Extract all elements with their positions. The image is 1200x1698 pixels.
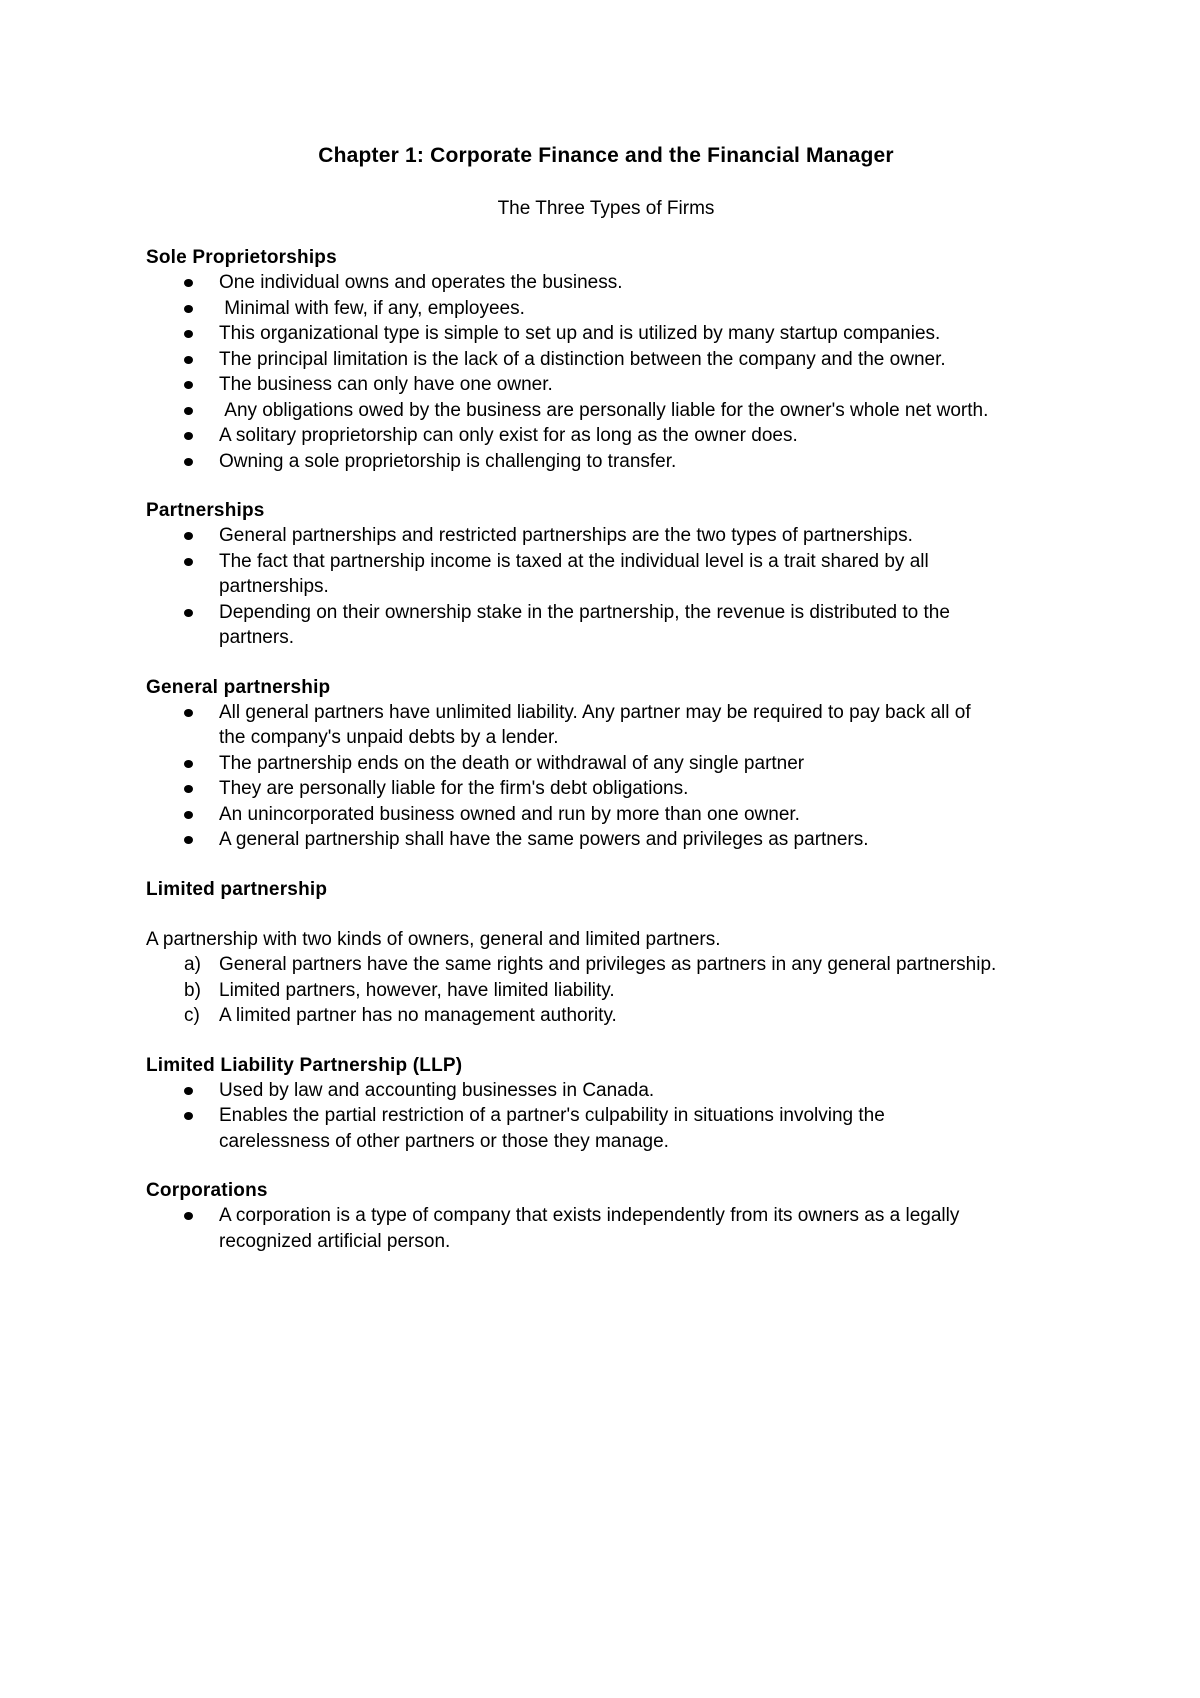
list-item-text: The principal limitation is the lack of a distinction between the company and the owner. [219, 348, 946, 370]
limited-partnership-intro: A partnership with two kinds of owners, general and limited partners. [146, 928, 721, 950]
list-item-text: Any obligations owed by the business are personally liable for the owner's whole net worth. [219, 399, 989, 421]
bullet-icon [184, 305, 193, 313]
bullet-icon [184, 381, 193, 389]
bullet-icon [184, 558, 193, 566]
bullet-icon [184, 532, 193, 540]
list-item-text: An unincorporated business owned and run by more than one owner. [219, 803, 800, 825]
bullet-icon [184, 356, 193, 364]
document-body [146, 143, 1066, 1254]
list-item [146, 1078, 999, 1104]
list-item-text: All general partners have unlimited liability. Any partner may be required to pay back all of the company's unpaid debts by a lender. [219, 701, 971, 748]
limited-partnership-list [146, 952, 1066, 1029]
list-item-text: One individual owns and operates the business. [219, 272, 623, 293]
list-item [146, 296, 999, 322]
bullet-icon [184, 1087, 193, 1095]
list-item-text: The fact that partnership income is taxed at the individual level is a trait shared by all partnerships. [219, 550, 929, 597]
section-heading-general-partnership: General partnership [146, 676, 331, 698]
list-item-text: General partnerships and restricted partnerships are the two types of partnerships. [219, 525, 913, 546]
bullet-icon [184, 279, 193, 287]
list-item-text: A solitary proprietorship can only exist for as long as the owner does. [219, 425, 798, 446]
list-item [146, 700, 999, 751]
section-heading-llp: Limited Liability Partnership (LLP) [146, 1054, 463, 1076]
corporations-list [146, 1203, 1066, 1254]
document-title: Chapter 1: Corporate Finance and the Financial Manager [318, 144, 894, 167]
list-item [146, 423, 999, 449]
list-item-text: This organizational type is simple to set up and is utilized by many startup companies. [219, 323, 941, 344]
list-item [146, 1203, 999, 1254]
list-item [146, 372, 999, 398]
bullet-icon [184, 609, 193, 617]
list-item-text: A general partnership shall have the same powers and privileges as partners. [219, 829, 869, 850]
list-marker: b) [184, 979, 201, 1001]
list-item-text: A corporation is a type of company that exists independently from its owners as a legally recognized artificial person. [219, 1205, 960, 1252]
section-heading-sole-proprietorships: Sole Proprietorships [146, 247, 337, 268]
list-item-text: General partners have the same rights and privileges as partners in any general partnership. [219, 954, 997, 975]
section-heading-partnerships: Partnerships [146, 500, 265, 521]
list-item-text: Minimal with few, if any, employees. [219, 297, 525, 319]
bullet-icon [184, 836, 193, 844]
list-item-text: Owning a sole proprietorship is challenging to transfer. [219, 450, 677, 472]
list-item-text: Used by law and accounting businesses in Canada. [219, 1079, 655, 1101]
list-item-text: Depending on their ownership stake in the partnership, the revenue is distributed to the partners. [219, 601, 950, 648]
section-heading-limited-partnership: Limited partnership [146, 878, 328, 900]
bullet-icon [184, 330, 193, 338]
list-item [146, 398, 999, 424]
list-marker: c) [184, 1005, 200, 1026]
list-item [146, 827, 999, 853]
list-item [146, 270, 999, 296]
sole-proprietorships-list [146, 270, 1066, 474]
list-item [146, 449, 999, 475]
bullet-icon [184, 458, 193, 466]
list-item [146, 978, 999, 1004]
bullet-icon [184, 1212, 193, 1220]
list-marker: a) [184, 954, 201, 975]
list-item [146, 347, 999, 373]
list-item [146, 751, 999, 777]
list-item [146, 1103, 999, 1154]
bullet-icon [184, 709, 193, 717]
list-item-text: The business can only have one owner. [219, 374, 553, 395]
llp-list [146, 1078, 1066, 1155]
list-item [146, 523, 999, 549]
list-item [146, 952, 999, 978]
general-partnership-list [146, 700, 1066, 853]
document-subtitle: The Three Types of Firms [497, 198, 715, 219]
list-item [146, 321, 999, 347]
list-item-text: The partnership ends on the death or withdrawal of any single partner [219, 752, 805, 774]
partnerships-list [146, 523, 1066, 651]
list-item-text: They are personally liable for the firm's debt obligations. [219, 778, 689, 799]
section-heading-corporations: Corporations [146, 1180, 268, 1201]
bullet-icon [184, 407, 193, 415]
list-item [146, 549, 999, 600]
list-item [146, 802, 999, 828]
list-item-text: A limited partner has no management authority. [219, 1005, 617, 1026]
list-item [146, 600, 999, 651]
list-item [146, 1003, 999, 1029]
list-item-text: Limited partners, however, have limited liability. [219, 979, 615, 1001]
list-item-text: Enables the partial restriction of a partner's culpability in situations involving the carelessness of other partners or those they manage. [219, 1105, 885, 1152]
bullet-icon [184, 760, 193, 768]
bullet-icon [184, 811, 193, 819]
list-item [146, 776, 999, 802]
bullet-icon [184, 785, 193, 793]
bullet-icon [184, 1112, 193, 1120]
bullet-icon [184, 432, 193, 440]
